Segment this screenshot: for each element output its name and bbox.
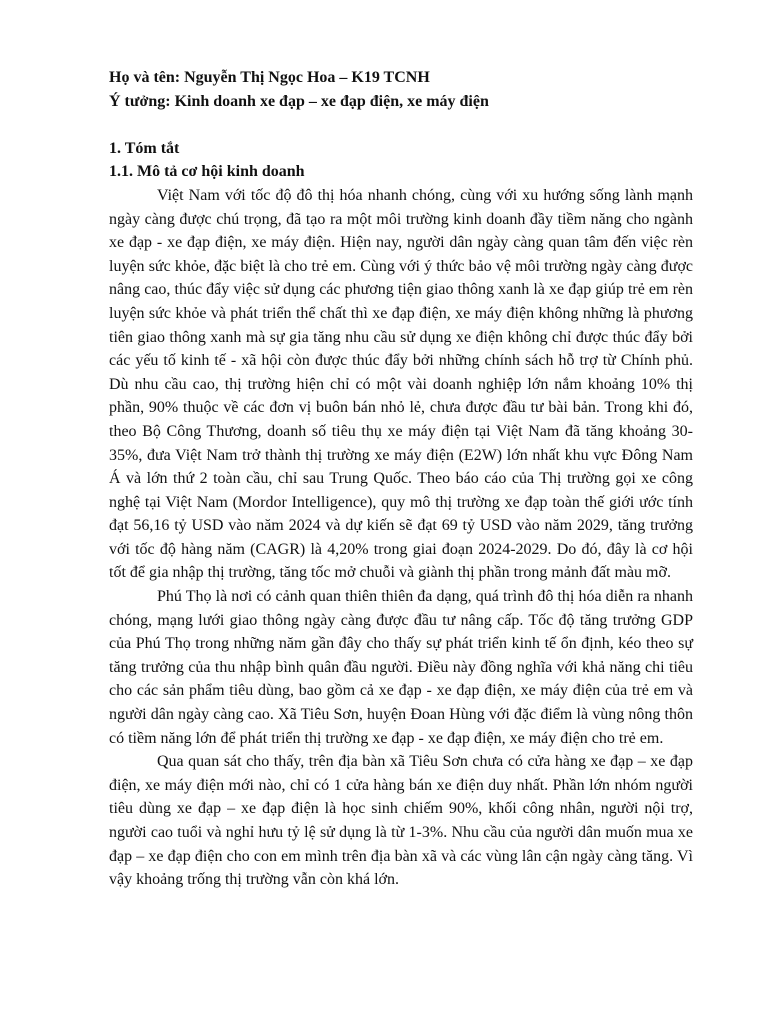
paragraph-2: Phú Thọ là nơi có cảnh quan thiên thiên đa dạng, quá trình đô thị hóa diễn ra nhanh chóng, mạng lưới giao thông ngày càng được đầu tư nâng cấp. Tốc độ tăng trưởng GDP của Phú Thọ trong những năm gần đây cho thấy sự phát triển kinh tế ổn định, kéo theo sự tăng trưởng của thu nhập bình quân đầu người. Điều này đồng nghĩa với khả năng chi tiêu cho các sản phẩm tiêu dùng, bao gồm cả xe đạp - xe đạp điện, xe máy điện của trẻ em và người dân ngày càng cao. Xã Tiêu Sơn, huyện Đoan Hùng với đặc điểm là vùng nông thôn có tiềm năng lớn để phát triển thị trường xe đạp - xe đạp điện, xe máy điện cho trẻ em.: [109, 588, 693, 747]
subsection-heading-opportunity: 1.1. Mô tả cơ hội kinh doanh: [109, 163, 305, 181]
document-body: [109, 66, 693, 892]
spacer: [109, 113, 693, 137]
idea-line: Ý tưởng: Kinh doanh xe đạp – xe đạp điện, xe máy điện: [109, 92, 489, 110]
paragraph-1: Việt Nam với tốc độ đô thị hóa nhanh chóng, cùng với xu hướng sống lành mạnh ngày càng được chú trọng, đã tạo ra một môi trường kinh doanh đầy tiềm năng cho ngành xe đạp - xe đạp điện, xe máy điện. Hiện nay, người dân ngày càng quan tâm đến việc rèn luyện sức khỏe, đặc biệt là cho trẻ em. Cùng với ý thức bảo vệ môi trường ngày càng được nâng cao, thúc đẩy việc sử dụng các phương tiện giao thông xanh là xe đạp giúp trẻ em rèn luyện sức khỏe và phát triển thể chất thì xe đạp điện, xe máy điện không những là phương tiên giao thông xanh mà sự gia tăng nhu cầu sử dụng xe điện không chỉ được thúc đẩy bởi các yếu tố kinh tế - xã hội còn được thúc đẩy bởi những chính sách hỗ trợ từ Chính phủ. Dù nhu cầu cao, thị trường hiện chỉ có một vài doanh nghiệp lớn nắm khoảng 10% thị phần, 90% thuộc về các đơn vị buôn bán nhỏ lẻ, chưa được đầu tư bài bản. Trong khi đó, theo Bộ Công Thương, doanh số tiêu thụ xe máy điện tại Việt Nam đã tăng khoảng 30-35%, đưa Việt Nam trở thành thị trường xe máy điện (E2W) lớn nhất khu vực Đông Nam Á và lớn thứ 2 toàn cầu, chỉ sau Trung Quốc. Theo báo cáo của Thị trường gọi xe công nghệ tại Việt Nam (Mordor Intelligence), quy mô thị trường xe đạp toàn thế giới ước tính đạt 56,16 tỷ USD vào năm 2024 và dự kiến sẽ đạt 69 tỷ USD vào năm 2029, tăng trưởng với tốc độ hàng năm (CAGR) là 4,20% trong giai đoạn 2024-2029. Do đó, đây là cơ hội tốt để gia nhập thị trường, tăng tốc mở chuỗi và giành thị phần trong mảnh đất màu mỡ.: [109, 186, 693, 582]
paragraph-3: Qua quan sát cho thấy, trên địa bàn xã Tiêu Sơn chưa có cửa hàng xe đạp – xe đạp điện, xe máy điện mới nào, chỉ có 1 cửa hàng bán xe điện duy nhất. Phần lớn nhóm người tiêu dùng xe đạp – xe đạp điện là học sinh chiếm 90%, khối công nhân, người nội trợ, người cao tuổi và nghỉ hưu tỷ lệ sử dụng là từ 1-3%. Nhu cầu của người dân muốn mua xe đạp – xe đạp điện cho con em mình trên địa bàn xã và các vùng lân cận ngày càng tăng. Vì vậy khoảng trống thị trường vẫn còn khá lớn.: [109, 753, 693, 889]
section-heading-summary: 1. Tóm tắt: [109, 139, 180, 157]
author-line: Họ và tên: Nguyễn Thị Ngọc Hoa – K19 TCNH: [109, 69, 430, 86]
